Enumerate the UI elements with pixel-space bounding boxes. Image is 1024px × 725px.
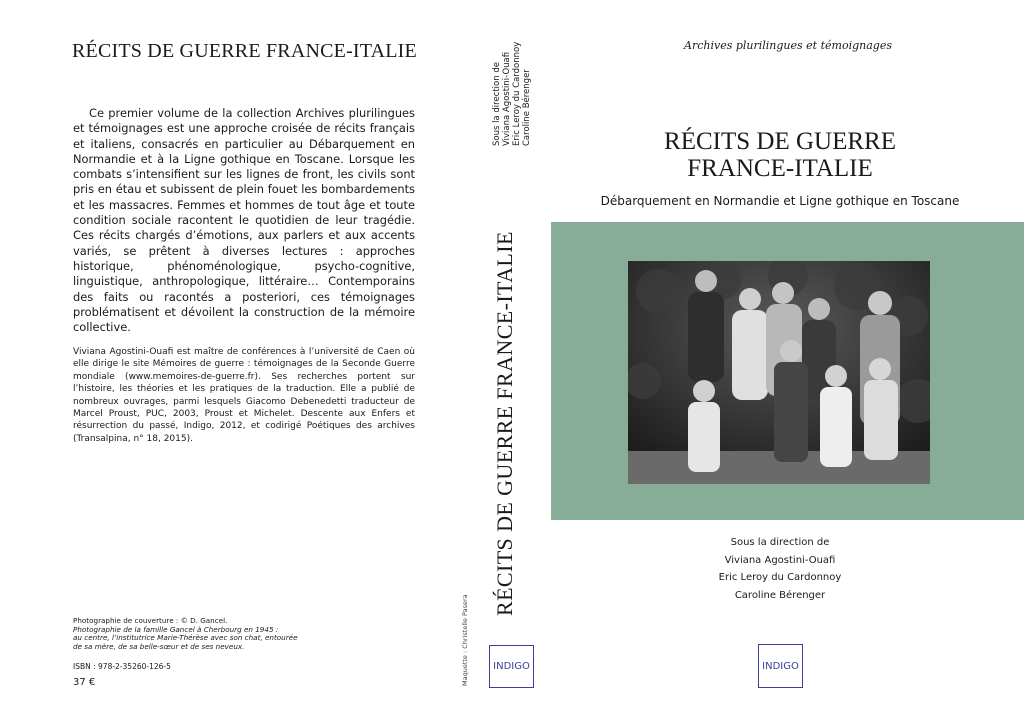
front-title-line: RÉCITS DE GUERRE (664, 128, 896, 155)
front-direction-line: Eric Leroy du Cardonnoy (718, 572, 842, 583)
front-subtitle: Débarquement en Normandie et Ligne gothique en Toscane (600, 194, 960, 208)
author-bio: Viviana Agostini-Ouafi est maître de conférences à l’université de Caen où elle dirige le site Mémoires de guerre : témoignages de la Seconde Guerre mondiale (www.memoires-de-guerre.fr). Ses recherches portent sur l’histoire, les théories et les pratiques de la traduction. Elle a publié de nombreux ouvrages, parmi lesquels Giacomo Debenedetti traducteur de Marcel Proust, PUC, 2003, Proust et Michelet. Descente aux Enfers et résurrection du passé, Indigo, 2012, et codirigé Poétiques des archives (Transalpina, n° 18, 2015). (73, 347, 415, 444)
photo-illustration (628, 261, 930, 484)
credit-line: au centre, l’institutrice Marie-Thérèse avec son chat, entourée (73, 633, 298, 643)
spine-publisher-logo: INDIGO (489, 645, 534, 688)
photo-credits (73, 617, 303, 651)
back-cover-title: RÉCITS DE GUERRE FRANCE-ITALIE (72, 40, 417, 62)
front-direction-line: Viviana Agostini-Ouafi (724, 554, 836, 566)
front-direction (552, 534, 1008, 604)
credit-line: Photographie de la famille Gancel à Cherbourg en 1945 : (73, 624, 279, 634)
front-publisher-logo: INDIGO (758, 644, 803, 688)
spine-direction-line: Eric Leroy du Cardonnoy (512, 41, 522, 146)
series-name: Archives plurilingues et témoignages (684, 39, 892, 52)
spine-title: RÉCITS DE GUERRE FRANCE-ITALIE (492, 231, 517, 616)
spine-direction-line: Viviana Agostini-Ouafi (502, 51, 512, 146)
front-title-line: FRANCE-ITALIE (687, 155, 873, 182)
credit-line: de sa mère, de sa belle-sœur et de ses neveux. (73, 641, 245, 651)
front-cover-title (552, 128, 1008, 182)
credit-line: Photographie de couverture : © D. Gancel. (73, 616, 228, 625)
isbn: ISBN : 978-2-35260-126-5 (73, 662, 171, 671)
front-direction-line: Caroline Bérenger (734, 589, 826, 601)
maquette-credit: Maquette : Christelle Pasera (461, 594, 469, 686)
spine-direction (492, 41, 532, 146)
front-direction-line: Sous la direction de (730, 537, 830, 548)
spine-direction-line: Sous la direction de (492, 62, 502, 146)
back-cover-blurb: Ce premier volume de la collection Archives plurilingues et témoignages est une approche croisée de récits français et italiens, consacrés en particulier au Débarquement en Normandie et à la Ligne gothique en Toscane. Lorsque les combats s’intensifient sur les lignes de front, les civils sont pris en étau et subissent de plein fouet les bombardements et les massacres. Femmes et hommes de tout âge et toute condition sociale racontent le quotidien de leur tragédie. Ces récits chargés d’émotions, aux parlers et aux accents variés, se prêtent à diverses lectures : approches historique, phénoménologique, psycho-cognitive, linguistique, anthropologique, littéraire… Contemporains des faits ou racontés a posteriori, ces témoignages problématisent et dévoilent la construction de la mémoire collective. (73, 106, 415, 335)
family-photograph (628, 261, 930, 484)
price: 37 € (73, 677, 96, 688)
spine-direction-line: Caroline Bérenger (522, 69, 532, 146)
